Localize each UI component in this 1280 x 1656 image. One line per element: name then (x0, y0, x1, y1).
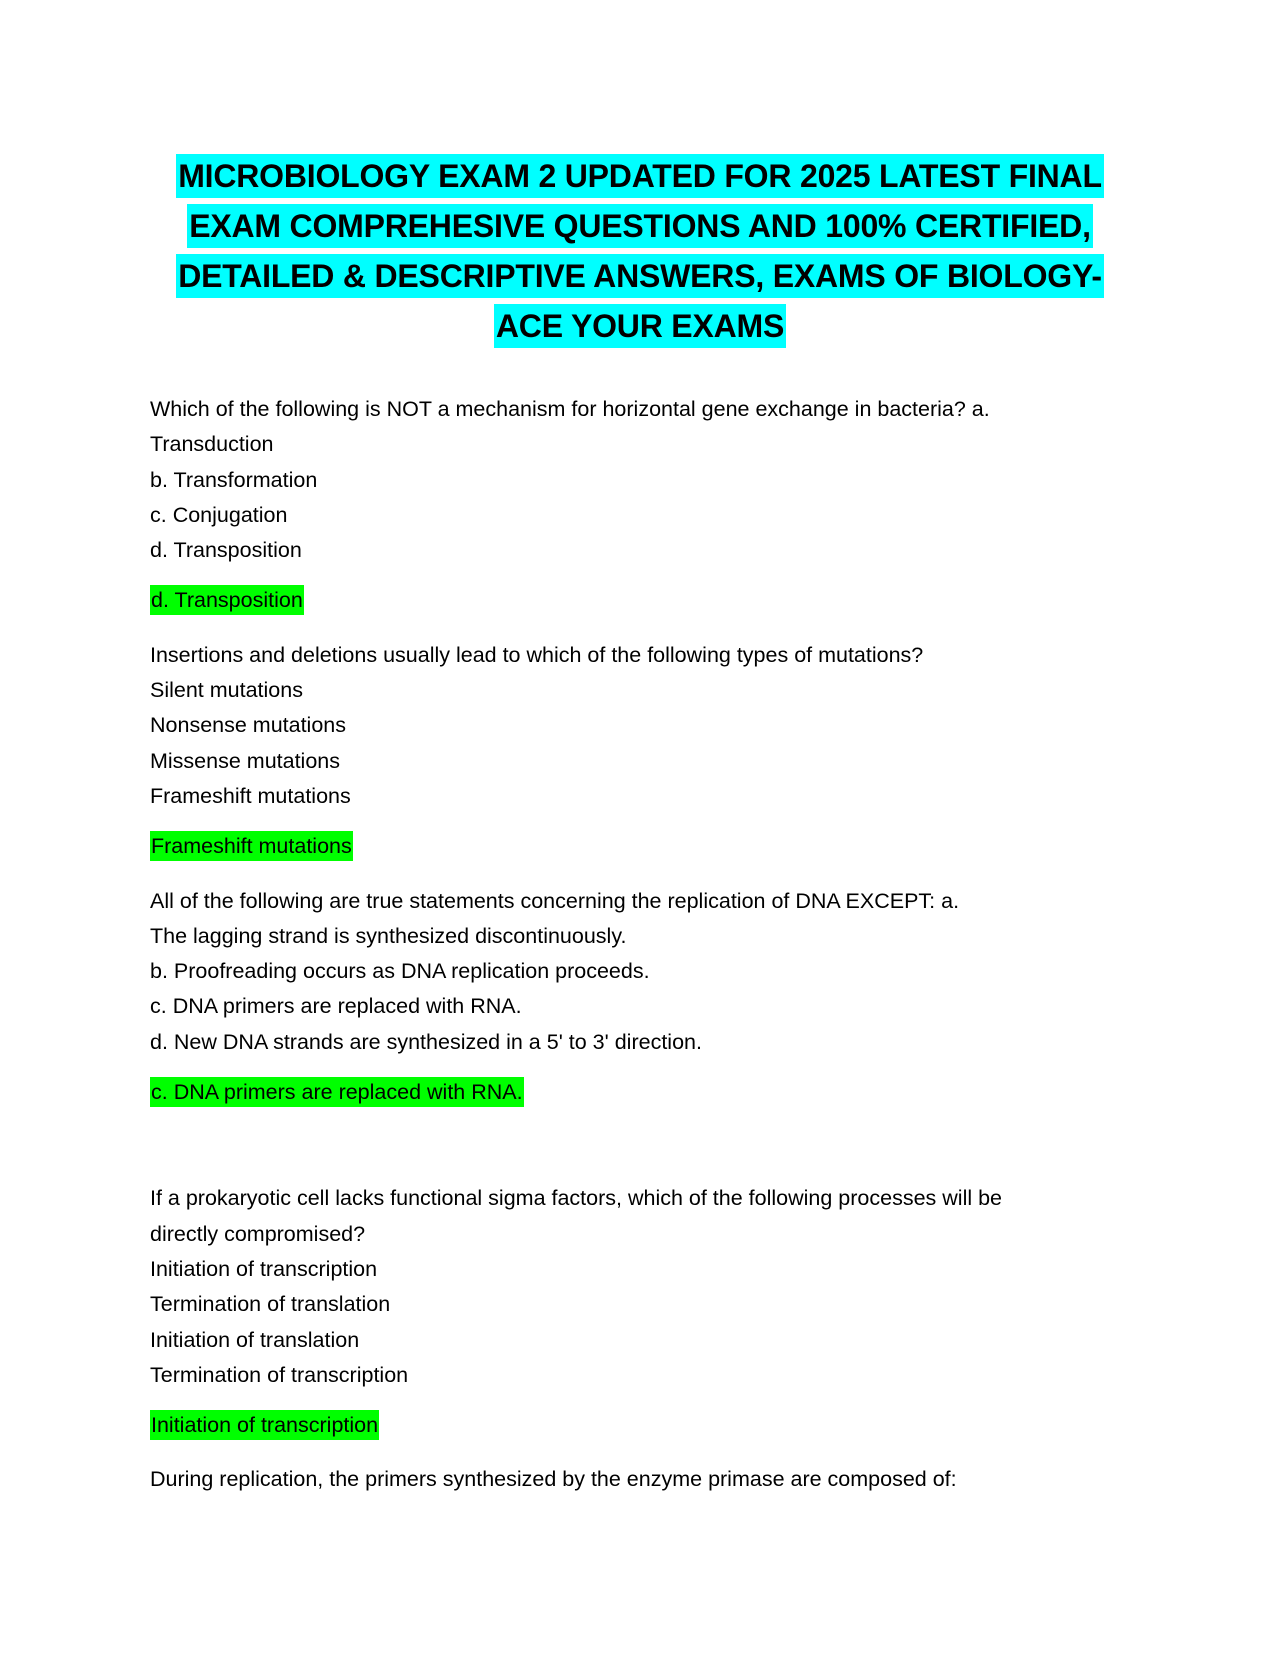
answer-text: Frameshift mutations (150, 831, 353, 861)
question-option: Silent mutations (150, 678, 303, 703)
question-option: d. Transposition (150, 538, 302, 563)
question-text: During replication, the primers synthesized by the enzyme primase are composed of: (150, 1467, 957, 1492)
question-option: Initiation of transcription (150, 1256, 378, 1281)
question-option: Nonsense mutations (150, 713, 346, 738)
answer-text: d. Transposition (150, 585, 304, 615)
question-1 (150, 392, 1150, 621)
question-option: Termination of translation (150, 1292, 391, 1317)
question-option: Missense mutations (150, 748, 340, 773)
answer-text: c. DNA primers are replaced with RNA. (150, 1077, 524, 1107)
question-4 (150, 1181, 1150, 1445)
title-line-3: DETAILED & DESCRIPTIVE ANSWERS, EXAMS OF BIOLOGY- (176, 254, 1104, 298)
document-title (150, 154, 1130, 354)
title-line-1: MICROBIOLOGY EXAM 2 UPDATED FOR 2025 LATEST FINAL (176, 154, 1104, 198)
blank-gap (150, 1129, 1150, 1181)
question-option: d. New DNA strands are synthesized in a 5' to 3' direction. (150, 1029, 702, 1054)
question-text: Insertions and deletions usually lead to which of the following types of mutations? (150, 642, 924, 667)
question-3 (150, 884, 1150, 1113)
answer-highlight (150, 831, 1150, 866)
answer-highlight (150, 1410, 1150, 1445)
question-2 (150, 638, 1150, 867)
answer-highlight (150, 1077, 1150, 1112)
question-option: b. Proofreading occurs as DNA replication proceeds. (150, 959, 650, 984)
question-5 (150, 1462, 1150, 1497)
question-text: If a prokaryotic cell lacks functional sigma factors, which of the following processes will be (150, 1186, 1003, 1211)
question-option: The lagging strand is synthesized discontinuously. (150, 923, 627, 948)
answer-highlight (150, 585, 1150, 620)
question-option: Transduction (150, 432, 274, 457)
title-line-4: ACE YOUR EXAMS (494, 304, 786, 348)
answer-text: Initiation of transcription (150, 1410, 379, 1440)
question-text: directly compromised? (150, 1221, 366, 1246)
question-option: c. Conjugation (150, 502, 288, 527)
question-option: Initiation of translation (150, 1327, 360, 1352)
question-option: c. DNA primers are replaced with RNA. (150, 994, 522, 1019)
question-option: Frameshift mutations (150, 783, 351, 808)
questions-list (150, 392, 1150, 1498)
question-text: Which of the following is NOT a mechanism for horizontal gene exchange in bacteria? a. (150, 397, 990, 421)
question-option: Termination of transcription (150, 1362, 409, 1387)
title-line-2: EXAM COMPREHESIVE QUESTIONS AND 100% CERTIFIED, (187, 204, 1093, 248)
question-text: All of the following are true statements concerning the replication of DNA EXCEPT: a. (150, 888, 960, 913)
question-option: b. Transformation (150, 467, 318, 492)
